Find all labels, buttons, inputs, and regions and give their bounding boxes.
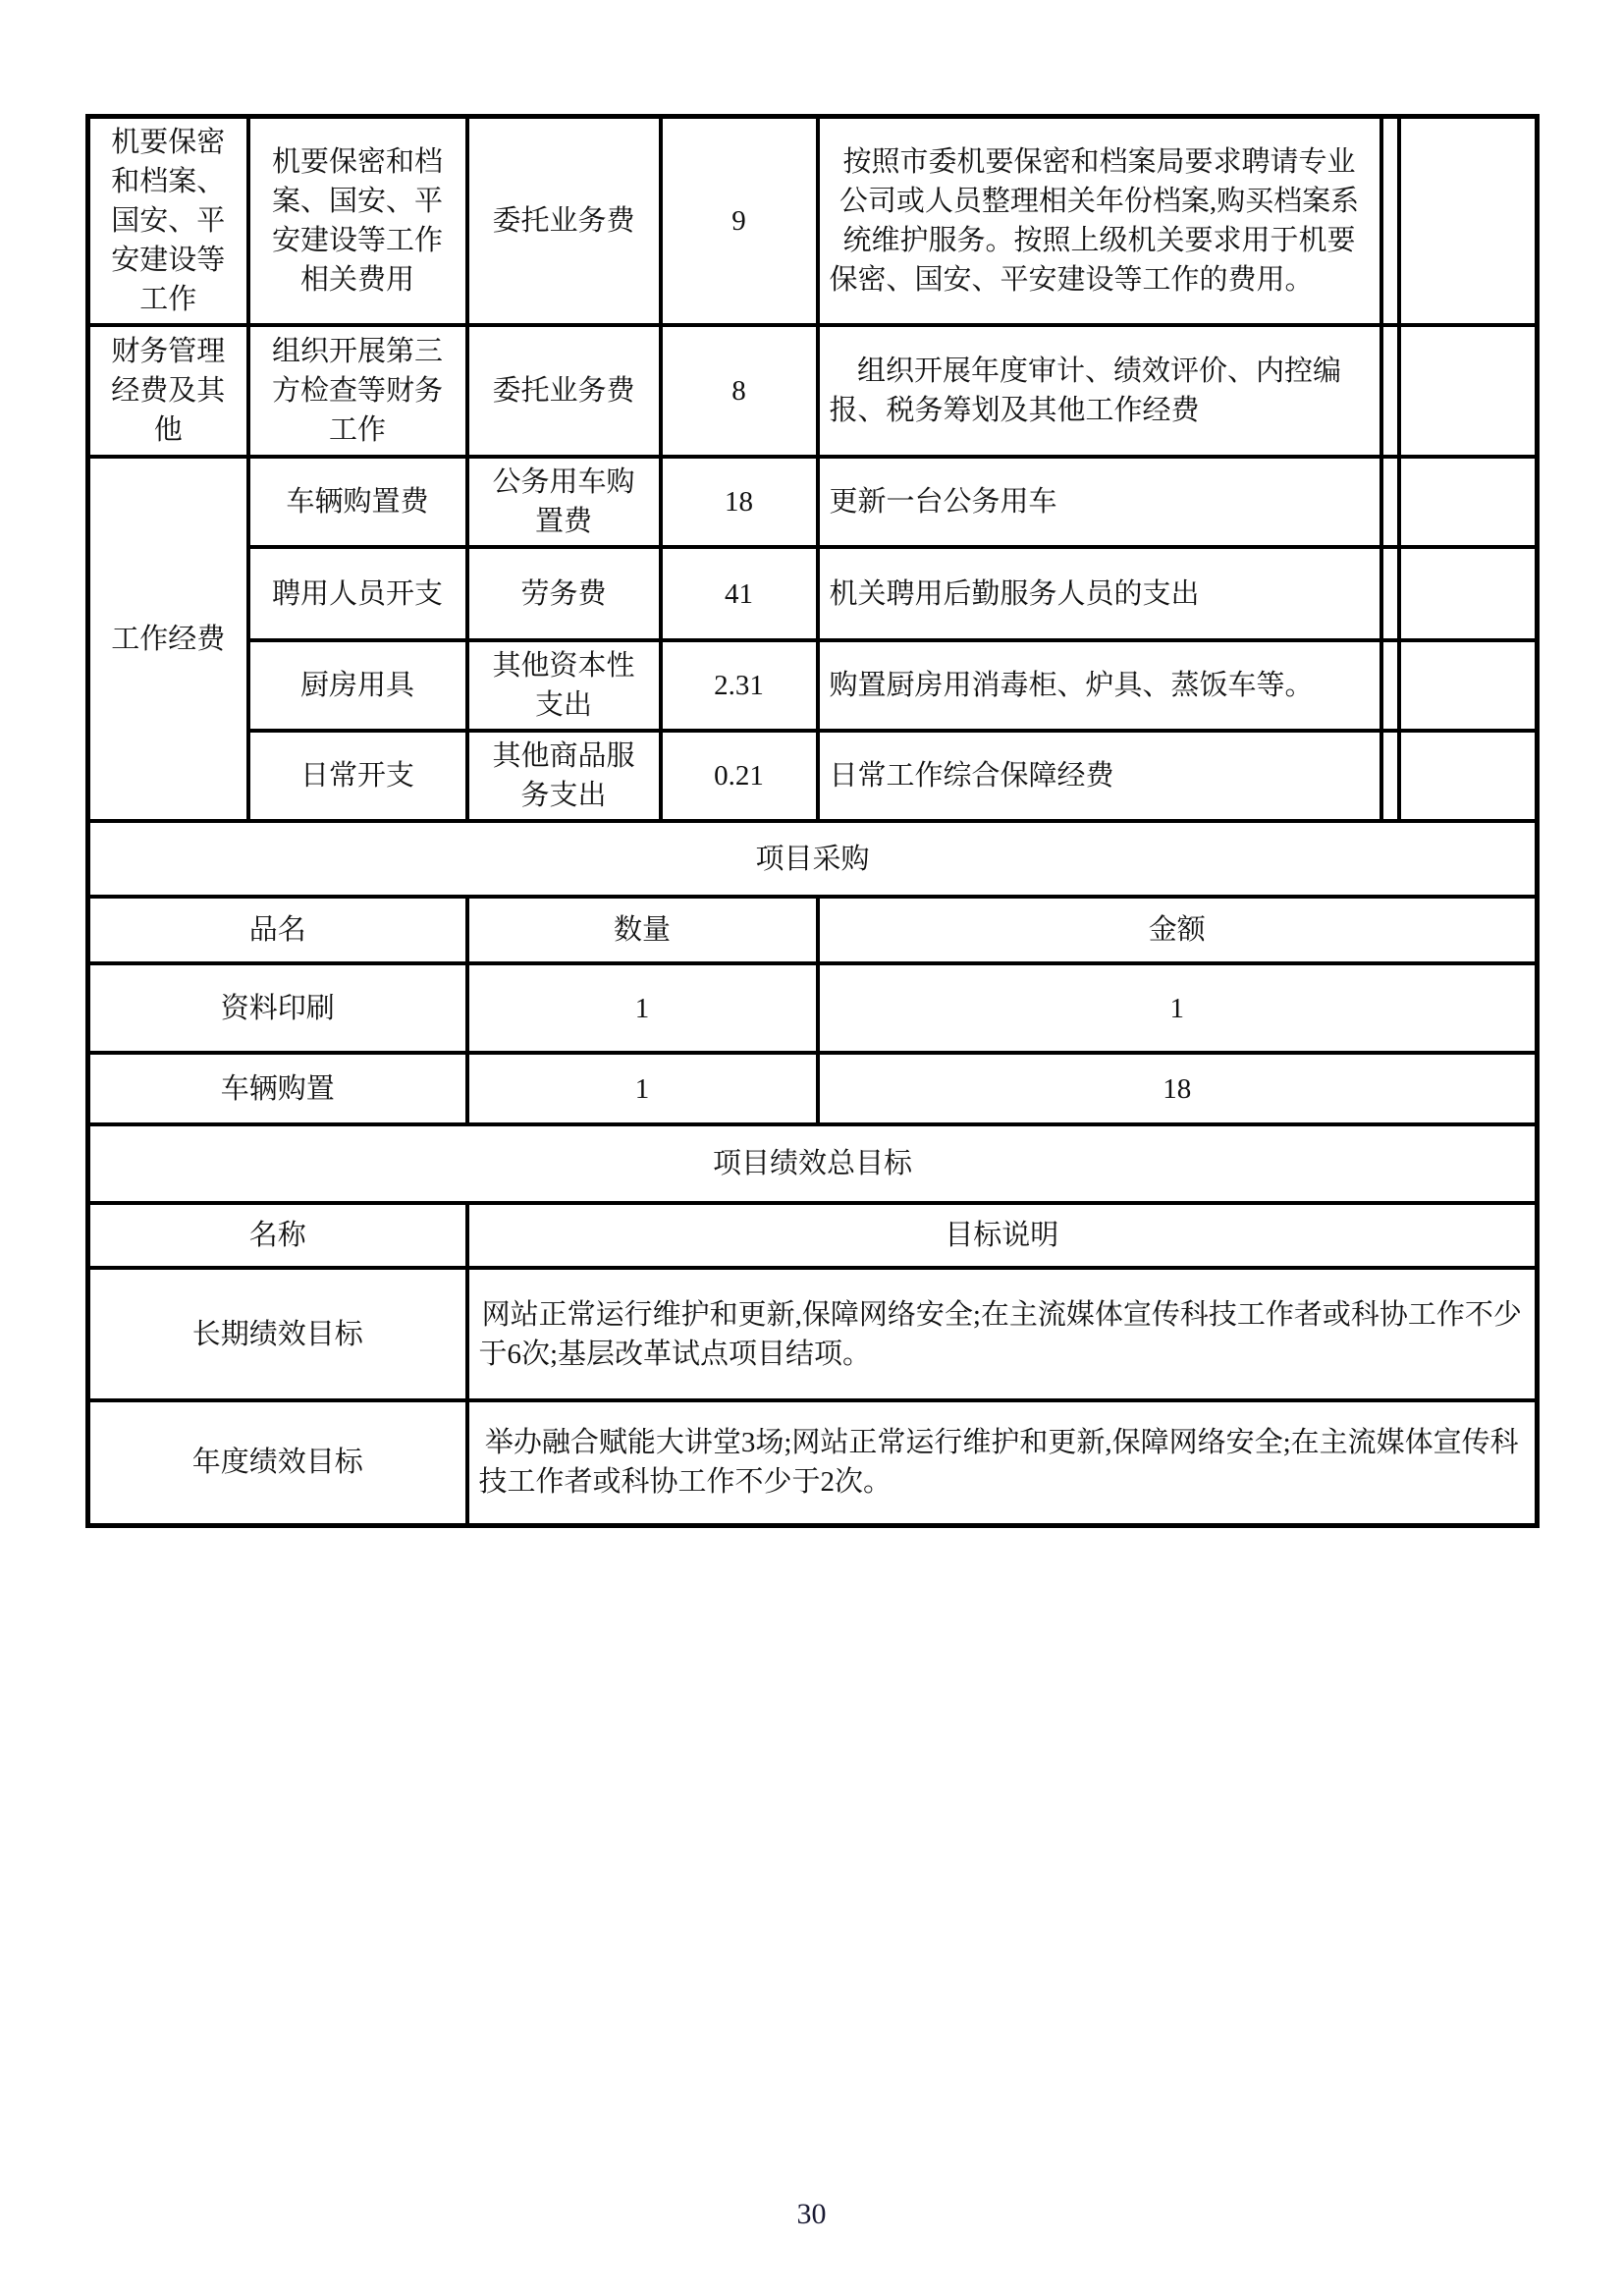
procurement-header-row — [88, 897, 1538, 963]
cell-economic-subject: 其他商品服务支出 — [467, 731, 661, 821]
cell-description: 机关聘用后勤服务人员的支出 — [818, 547, 1381, 640]
cell-category: 机要保密和档案、国安、平安建设等工作 — [88, 117, 248, 326]
cell-amount: 9 — [661, 117, 818, 326]
cell-goal-name: 长期绩效目标 — [88, 1268, 467, 1400]
cell-description: 日常工作综合保障经费 — [818, 731, 1381, 821]
cell-item: 组织开展第三方检查等财务工作 — [248, 325, 467, 457]
table-row — [88, 457, 1538, 547]
cell-item-name: 资料印刷 — [88, 963, 467, 1053]
cell-empty-narrow — [1381, 640, 1399, 731]
performance-header-row — [88, 1203, 1538, 1268]
cell-empty-wide — [1399, 547, 1538, 640]
cell-item: 机要保密和档案、国安、平安建设等工作相关费用 — [248, 117, 467, 326]
header-item-amount: 金额 — [818, 897, 1538, 963]
cell-empty-wide — [1399, 325, 1538, 457]
cell-item: 厨房用具 — [248, 640, 467, 731]
cell-empty-wide — [1399, 731, 1538, 821]
cell-empty-narrow — [1381, 457, 1399, 547]
cell-goal-description: 举办融合赋能大讲堂3场;网站正常运行维护和更新,保障网络安全;在主流媒体宣传科技工作者或科协工作不少于2次。 — [467, 1400, 1538, 1525]
cell-empty-wide — [1399, 457, 1538, 547]
header-goal-description: 目标说明 — [467, 1203, 1538, 1268]
page-number: 30 — [796, 2198, 827, 2230]
cell-empty-narrow — [1381, 325, 1399, 457]
cell-item-amount: 1 — [818, 963, 1538, 1053]
performance-row — [88, 1268, 1538, 1400]
cell-item-quantity: 1 — [467, 1053, 818, 1124]
performance-section-title: 项目绩效总目标 — [88, 1124, 1538, 1203]
cell-item: 车辆购置费 — [248, 457, 467, 547]
cell-item-amount: 18 — [818, 1053, 1538, 1124]
cell-amount: 18 — [661, 457, 818, 547]
cell-amount: 8 — [661, 325, 818, 457]
section-row-procurement — [88, 821, 1538, 897]
section-row-performance — [88, 1124, 1538, 1203]
cell-description: 按照市委机要保密和档案局要求聘请专业公司或人员整理相关年份档案,购买档案系统维护服务。按照上级机关要求用于机要保密、国安、平安建设等工作的费用。 — [818, 117, 1381, 326]
table-row — [88, 117, 1538, 326]
cell-item-name: 车辆购置 — [88, 1053, 467, 1124]
cell-description: 组织开展年度审计、绩效评价、内控编报、税务筹划及其他工作经费 — [818, 325, 1381, 457]
cell-empty-wide — [1399, 117, 1538, 326]
table-row — [88, 547, 1538, 640]
cell-empty-narrow — [1381, 117, 1399, 326]
cell-economic-subject: 劳务费 — [467, 547, 661, 640]
cell-item: 日常开支 — [248, 731, 467, 821]
cell-category: 财务管理经费及其他 — [88, 325, 248, 457]
cell-description: 购置厨房用消毒柜、炉具、蒸饭车等。 — [818, 640, 1381, 731]
procurement-row — [88, 963, 1538, 1053]
budget-detail-table — [85, 114, 1540, 1528]
header-goal-name: 名称 — [88, 1203, 467, 1268]
cell-goal-name: 年度绩效目标 — [88, 1400, 467, 1525]
table-row — [88, 325, 1538, 457]
header-item-quantity: 数量 — [467, 897, 818, 963]
cell-item-quantity: 1 — [467, 963, 818, 1053]
procurement-row — [88, 1053, 1538, 1124]
table-row — [88, 640, 1538, 731]
cell-item: 聘用人员开支 — [248, 547, 467, 640]
header-item-name: 品名 — [88, 897, 467, 963]
cell-description: 更新一台公务用车 — [818, 457, 1381, 547]
cell-economic-subject: 委托业务费 — [467, 117, 661, 326]
cell-economic-subject: 公务用车购置费 — [467, 457, 661, 547]
cell-economic-subject: 其他资本性支出 — [467, 640, 661, 731]
cell-empty-narrow — [1381, 547, 1399, 640]
cell-amount: 41 — [661, 547, 818, 640]
cell-category-merged: 工作经费 — [88, 457, 248, 821]
cell-empty-wide — [1399, 640, 1538, 731]
cell-amount: 0.21 — [661, 731, 818, 821]
cell-amount: 2.31 — [661, 640, 818, 731]
cell-goal-description: 网站正常运行维护和更新,保障网络安全;在主流媒体宣传科技工作者或科协工作不少于6次;基层改革试点项目结项。 — [467, 1268, 1538, 1400]
table-row — [88, 731, 1538, 821]
cell-empty-narrow — [1381, 731, 1399, 821]
performance-row — [88, 1400, 1538, 1525]
cell-economic-subject: 委托业务费 — [467, 325, 661, 457]
procurement-section-title: 项目采购 — [88, 821, 1538, 897]
